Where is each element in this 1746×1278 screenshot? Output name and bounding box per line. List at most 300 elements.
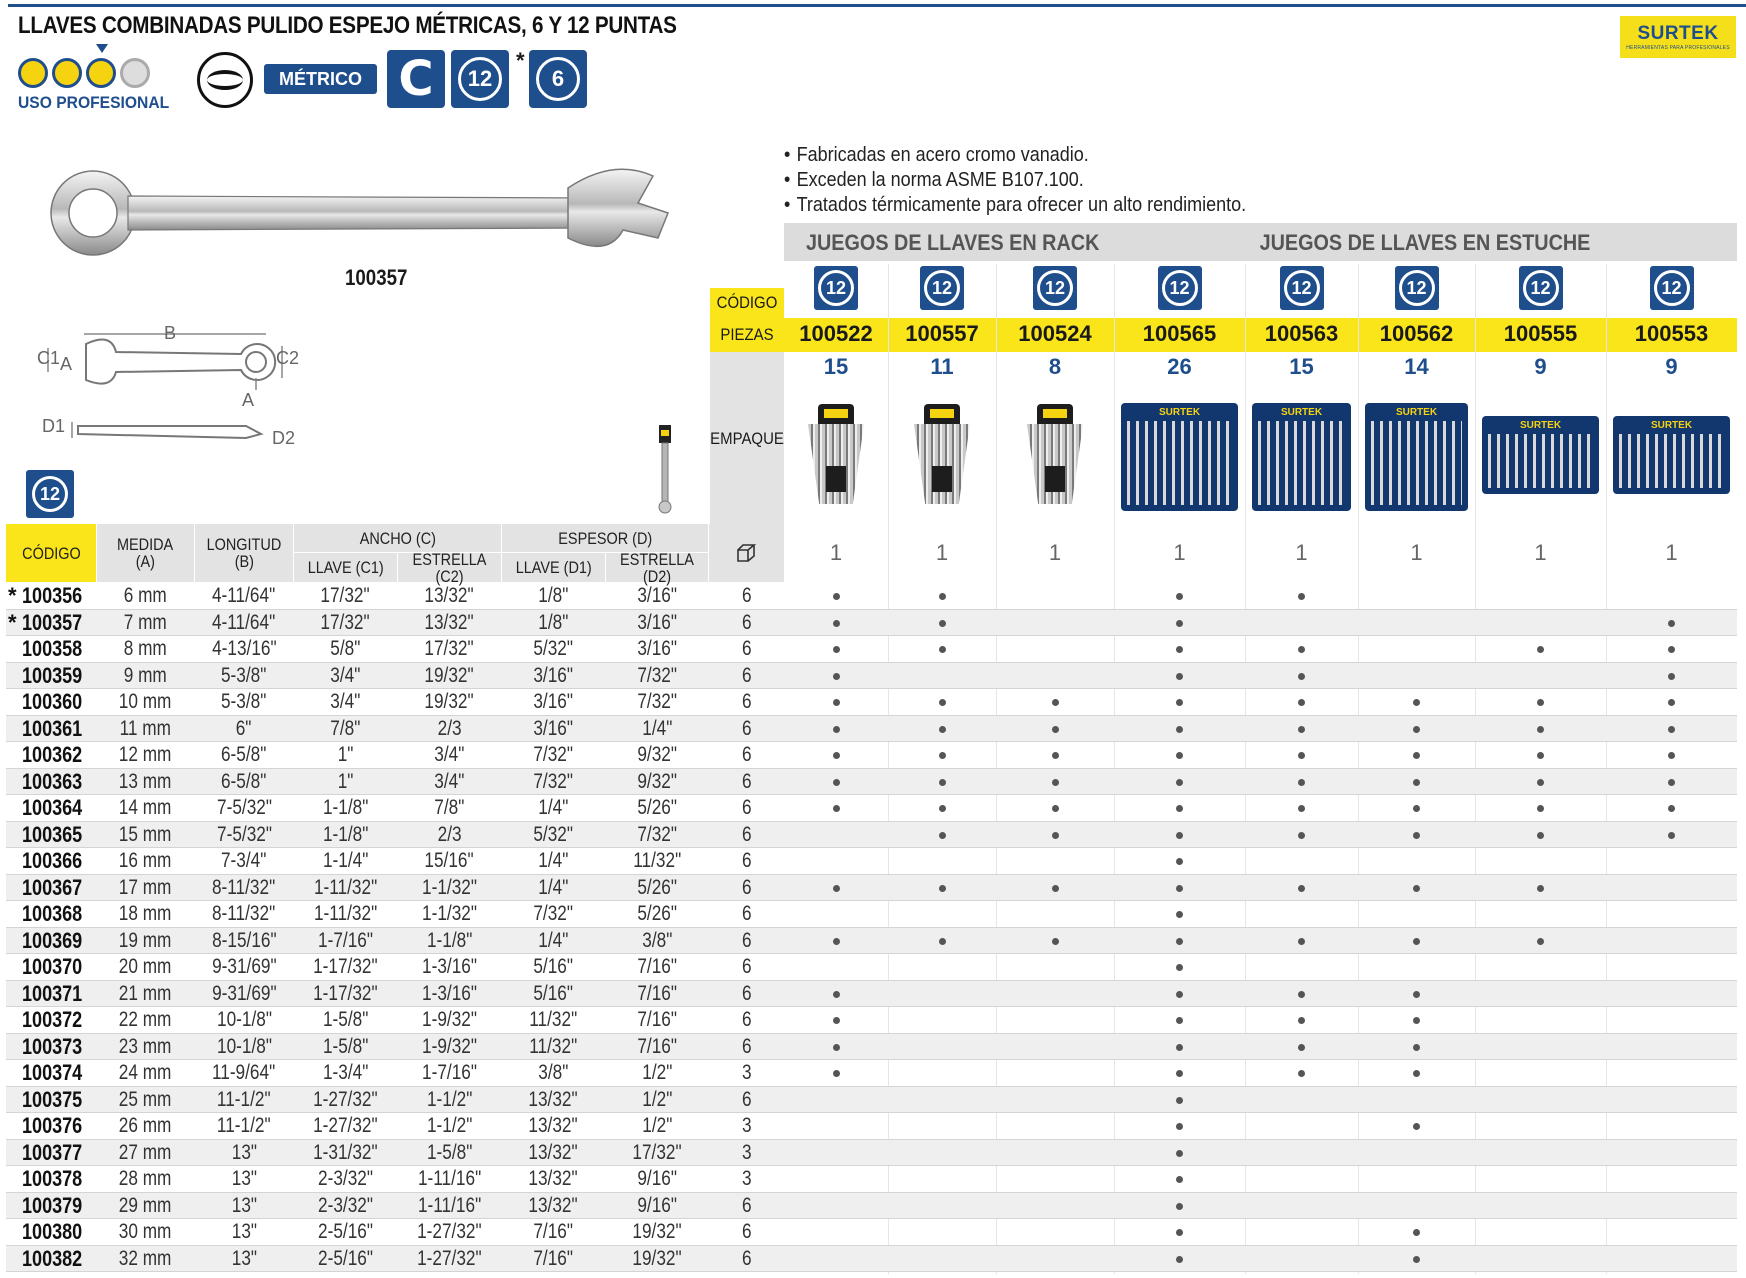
- set-inclusion-dot: [1537, 752, 1544, 759]
- row-star-mark: [8, 1166, 20, 1192]
- row-size: 14 mm: [119, 796, 172, 819]
- row-c1: 1-5/8": [322, 1034, 369, 1058]
- row-size: 9 mm: [123, 663, 168, 687]
- set-code: 100565: [1142, 321, 1217, 346]
- row-c2: 2/3: [437, 822, 462, 846]
- table-row: [6, 1166, 1737, 1193]
- row-d2: 9/32": [637, 743, 677, 766]
- set-inclusion-dot: [1052, 699, 1059, 706]
- row-c2: 1-1/32": [422, 875, 477, 899]
- row-d1: 7/32": [533, 743, 574, 766]
- set-package-qty: 1: [1665, 540, 1678, 565]
- pouch-brand: SURTEK: [1650, 420, 1693, 431]
- set-inclusion-dot: [1176, 1176, 1183, 1183]
- twelve-point-badge: [1158, 266, 1202, 310]
- row-c2: 1-11/16": [417, 1167, 482, 1190]
- row-size: 10 mm: [119, 690, 172, 713]
- set-code: 100557: [905, 321, 979, 346]
- row-c1: 1-1/8": [322, 796, 369, 819]
- set-inclusion-dot: [1298, 726, 1305, 733]
- row-code: 100358: [22, 636, 83, 661]
- set-inclusion-dot: [1176, 779, 1183, 786]
- row-d2: 5/26": [637, 875, 677, 899]
- set-inclusion-dot: [1298, 805, 1305, 812]
- set-inclusion-dot: [1176, 1044, 1183, 1051]
- table-row: [6, 875, 1737, 902]
- set-pieces: 15: [1289, 354, 1314, 379]
- row-length: 11-1/2": [217, 1114, 271, 1137]
- col-header-code: CÓDIGO: [6, 524, 96, 582]
- table-row: [6, 1193, 1737, 1220]
- row-qty: 6: [741, 637, 752, 660]
- table-row: [6, 716, 1737, 743]
- set-inclusion-dot: [1298, 1044, 1305, 1051]
- set-inclusion-dot: [1537, 938, 1544, 945]
- row-size: 12 mm: [119, 743, 172, 766]
- asterisk-mark: *: [516, 48, 525, 73]
- set-code: 100522: [799, 321, 873, 346]
- row-c2: 1-27/32": [417, 1246, 482, 1270]
- set-inclusion-dot: [939, 646, 946, 653]
- dim-label-b: B: [164, 323, 177, 343]
- pouch-brand: SURTEK: [1395, 407, 1438, 418]
- set-pieces: 15: [823, 354, 849, 379]
- row-star-mark: [8, 981, 20, 1007]
- row-c2: 19/32": [424, 663, 475, 687]
- set-inclusion-dot: [1537, 726, 1544, 733]
- row-qty: 6: [741, 822, 752, 846]
- row-code: 100367: [22, 874, 83, 900]
- row-code: 100375: [22, 1086, 83, 1112]
- set-inclusion-dot: [1298, 593, 1305, 600]
- row-star-mark: [8, 795, 20, 821]
- row-star-mark: [8, 875, 20, 901]
- row-d2: 9/16": [637, 1193, 677, 1217]
- row-star-mark: [8, 848, 20, 874]
- row-d2: 7/32": [637, 690, 677, 713]
- helmet-icon: [52, 58, 82, 88]
- row-length: 8-11/32": [212, 902, 276, 925]
- set-inclusion-dot: [1176, 699, 1183, 706]
- row-c2: 13/32": [424, 584, 475, 607]
- row-c1: 1-27/32": [313, 1114, 378, 1137]
- row-length: 13": [231, 1140, 257, 1164]
- row-length: 4-13/16": [211, 637, 277, 660]
- pouch-set-image: [1121, 403, 1238, 511]
- set-inclusion-dot: [1176, 673, 1183, 680]
- dim-label-a-bottom: A: [242, 390, 255, 410]
- row-c1: 1-31/32": [313, 1140, 378, 1164]
- set-inclusion-dot: [1298, 1070, 1305, 1077]
- set-badge-cell: [1358, 266, 1475, 310]
- row-size: 16 mm: [119, 849, 172, 872]
- row-c1: 1": [337, 743, 354, 766]
- set-package-qty: 1: [829, 540, 843, 565]
- row-qty: 6: [741, 1087, 752, 1111]
- set-inclusion-dot: [1413, 1070, 1420, 1077]
- set-inclusion-dot: [833, 593, 840, 600]
- table-row: [6, 1007, 1737, 1034]
- row-star-mark: [8, 663, 20, 689]
- row-d2: 7/16": [637, 1008, 677, 1031]
- row-d2: 17/32": [632, 1140, 682, 1164]
- set-pieces: 9: [1665, 354, 1678, 379]
- set-inclusion-dot: [1176, 1070, 1183, 1077]
- row-c2: 1-9/32": [422, 1008, 477, 1031]
- usage-level-marker-icon: [96, 44, 108, 53]
- row-d2: 3/16": [637, 584, 677, 607]
- row-qty: 3: [741, 1061, 752, 1084]
- row-length: 13": [231, 1246, 257, 1270]
- made-in-mexico-seal-icon: [197, 52, 253, 108]
- row-size: 6 mm: [123, 584, 168, 607]
- twelve-point-icon: 12: [1162, 270, 1198, 306]
- dim-label-d2: D2: [272, 428, 296, 448]
- row-c1: 1-5/8": [322, 1008, 369, 1031]
- set-inclusion-dot: [1176, 752, 1183, 759]
- twelve-point-icon: 12: [458, 57, 502, 101]
- set-inclusion-dot: [1298, 938, 1305, 945]
- row-qty: 6: [741, 902, 752, 925]
- set-code: 100562: [1379, 321, 1454, 346]
- row-d1: 3/16": [533, 663, 574, 687]
- row-code: 100368: [22, 901, 83, 926]
- row-d1: 13/32": [528, 1087, 579, 1111]
- row-d1: 5/32": [533, 822, 574, 846]
- row-d2: 9/16": [637, 1167, 677, 1190]
- row-c2: 1-3/16": [422, 981, 477, 1005]
- row-star-mark: [8, 769, 20, 795]
- set-pieces-label: PIEZAS: [720, 325, 774, 344]
- row-size: 8 mm: [123, 637, 168, 660]
- table-row: [6, 742, 1737, 769]
- feature-item: • Tratados térmicamente para ofrecer un alto rendimiento.: [784, 194, 1247, 216]
- set-inclusion-dot: [1413, 752, 1420, 759]
- row-d1: 7/16": [533, 1246, 574, 1270]
- set-package-qty: 1: [1410, 540, 1423, 565]
- row-star-mark: *: [8, 583, 17, 608]
- row-d2: 9/32": [637, 769, 677, 793]
- set-inclusion-dot: [939, 832, 946, 839]
- row-d2: 3/16": [637, 637, 677, 660]
- row-size: 11 mm: [119, 716, 172, 740]
- row-c1: 17/32": [320, 584, 371, 607]
- row-size: 25 mm: [119, 1087, 172, 1111]
- row-qty: 6: [741, 716, 752, 740]
- row-star-mark: [8, 1034, 20, 1060]
- row-d2: 1/2": [641, 1087, 673, 1111]
- table-row: [6, 928, 1737, 955]
- row-qty: 6: [741, 849, 752, 872]
- row-length: 5-3/8": [221, 690, 267, 713]
- table-row: [6, 1140, 1737, 1167]
- row-qty: 6: [741, 1034, 752, 1058]
- row-c1: 1-1/4": [322, 849, 369, 872]
- set-inclusion-dot: [833, 885, 840, 892]
- row-star-mark: [8, 928, 20, 954]
- row-d2: 5/26": [637, 902, 677, 925]
- row-code: 100379: [22, 1192, 83, 1218]
- set-inclusion-dot: [833, 938, 840, 945]
- twelve-point-badge: [1033, 266, 1077, 310]
- set-inclusion-dot: [1413, 726, 1420, 733]
- set-packaging-label: EMPAQUE: [710, 429, 784, 448]
- row-code: 100365: [22, 821, 83, 847]
- pouch-set-image: [1613, 416, 1730, 494]
- col-header-size: MEDIDA (A): [97, 524, 194, 582]
- col-header-width: ANCHO (C): [294, 524, 501, 552]
- surtek-logo: [1620, 16, 1736, 58]
- set-inclusion-dot: [1176, 646, 1183, 653]
- group-label-case: JUEGOS DE LLAVES EN ESTUCHE: [1259, 230, 1591, 255]
- row-c1: 1-7/16": [318, 928, 373, 952]
- set-inclusion-dot: [833, 726, 840, 733]
- row-d2: 7/16": [637, 955, 677, 978]
- set-inclusion-dot: [1298, 1017, 1305, 1024]
- wrench-product-image: [48, 158, 688, 268]
- set-pieces: 9: [1534, 354, 1547, 379]
- row-length: 7-5/32": [216, 796, 272, 819]
- row-length: 10-1/8": [216, 1034, 272, 1058]
- set-badge-cell: [784, 266, 888, 310]
- row-size: 32 mm: [119, 1246, 172, 1270]
- row-length: 8-11/32": [212, 875, 276, 899]
- row-code: 100373: [22, 1033, 83, 1059]
- row-c2: 1-11/16": [417, 1193, 482, 1217]
- set-inclusion-dot: [1176, 805, 1183, 812]
- set-inclusion-dot: [939, 620, 946, 627]
- row-size: 17 mm: [119, 875, 172, 899]
- set-inclusion-dot: [1176, 885, 1183, 892]
- set-inclusion-dot: [1413, 1044, 1420, 1051]
- col-header-thickness: ESPESOR (D): [502, 524, 708, 552]
- row-d1: 1/4": [538, 796, 569, 819]
- col-header-qty: [709, 524, 784, 582]
- row-size: 28 mm: [119, 1167, 172, 1190]
- row-length: 9-31/69": [211, 981, 277, 1005]
- table-row: [6, 1087, 1737, 1114]
- set-inclusion-dot: [1298, 885, 1305, 892]
- row-d1: 11/32": [529, 1034, 578, 1058]
- table-row: [6, 981, 1737, 1008]
- set-badge-cell: [888, 266, 996, 310]
- set-inclusion-dot: [1176, 1123, 1183, 1130]
- row-code: 100357: [22, 609, 83, 635]
- twelve-point-badge: [451, 50, 509, 108]
- set-inclusion-dot: [833, 699, 840, 706]
- pouch-set-image: [1365, 403, 1468, 511]
- row-length: 6": [236, 716, 252, 740]
- row-c1: 17/32": [320, 610, 371, 634]
- set-inclusion-dot: [939, 726, 946, 733]
- row-code: 100361: [22, 715, 83, 741]
- row-c2: 2/3: [437, 716, 462, 740]
- row-qty: 6: [741, 1193, 752, 1217]
- row-length: 10-1/8": [216, 1008, 272, 1031]
- row-c2: 1-3/16": [422, 955, 477, 978]
- twelve-point-icon: 12: [1523, 270, 1559, 306]
- row-code: 100369: [22, 927, 83, 953]
- set-inclusion-dot: [1176, 1203, 1183, 1210]
- usage-level-helmets: [18, 58, 150, 88]
- row-d2: 19/32": [632, 1246, 682, 1270]
- pouch-brand: SURTEK: [1158, 407, 1201, 418]
- row-d2: 7/32": [637, 663, 677, 687]
- set-inclusion-dot: [1668, 699, 1675, 706]
- set-package-qty: 1: [1173, 540, 1186, 565]
- row-code: 100371: [22, 980, 83, 1006]
- set-package-qty: 1: [1534, 540, 1547, 565]
- row-length: 5-3/8": [221, 663, 267, 687]
- row-d1: 1/8": [538, 584, 569, 607]
- group-label-rack: JUEGOS DE LLAVES EN RACK: [806, 230, 1100, 255]
- row-qty: 6: [741, 981, 752, 1005]
- set-inclusion-dot: [1176, 593, 1183, 600]
- row-qty: 6: [741, 584, 752, 607]
- row-d1: 1/4": [538, 875, 569, 899]
- set-inclusion-dot: [1537, 779, 1544, 786]
- row-size: 26 mm: [119, 1114, 172, 1137]
- set-inclusion-dot: [1298, 646, 1305, 653]
- row-star-mark: [8, 1007, 20, 1033]
- row-d1: 1/8": [538, 610, 569, 634]
- table-row: [6, 1219, 1737, 1246]
- row-star-mark: *: [8, 609, 17, 635]
- row-c2: 15/16": [424, 849, 475, 872]
- table-row: [6, 1113, 1737, 1140]
- row-d1: 7/32": [533, 769, 574, 793]
- row-code: 100366: [22, 848, 83, 873]
- set-inclusion-dot: [1176, 991, 1183, 998]
- row-c2: 1-1/2": [426, 1087, 473, 1111]
- set-inclusion-dot: [1668, 805, 1675, 812]
- twelve-point-icon: 12: [32, 476, 68, 512]
- set-inclusion-dot: [1413, 991, 1420, 998]
- pouch-brand: SURTEK: [1280, 407, 1323, 418]
- row-length: 6-5/8": [221, 769, 267, 793]
- row-d2: 1/4": [641, 716, 673, 740]
- set-inclusion-dot: [1298, 752, 1305, 759]
- set-inclusion-dot: [1537, 805, 1544, 812]
- row-code: 100372: [22, 1007, 83, 1032]
- helmet-icon: [120, 58, 150, 88]
- set-inclusion-dot: [1537, 832, 1544, 839]
- table-row: [6, 689, 1737, 716]
- set-inclusion-dot: [1413, 1229, 1420, 1236]
- set-code: 100524: [1018, 321, 1092, 346]
- row-c1: 2-3/32": [318, 1167, 373, 1190]
- row-d2: 5/26": [637, 796, 677, 819]
- row-code: 100377: [22, 1139, 83, 1165]
- set-inclusion-dot: [833, 620, 840, 627]
- row-c2: 13/32": [424, 610, 475, 634]
- set-inclusion-dot: [1668, 752, 1675, 759]
- set-inclusion-dot: [939, 805, 946, 812]
- set-inclusion-dot: [1413, 1123, 1420, 1130]
- row-code: 100376: [22, 1113, 83, 1138]
- set-inclusion-dot: [1413, 885, 1420, 892]
- row-star-mark: [8, 901, 20, 927]
- set-package-qty: 1: [1295, 540, 1308, 565]
- set-inclusion-dot: [1052, 752, 1059, 759]
- row-d1: 1/4": [538, 849, 569, 872]
- feature-item: • Fabricadas en acero cromo vanadio.: [784, 144, 1089, 166]
- set-code: 100555: [1503, 321, 1578, 346]
- six-point-icon: 6: [536, 57, 580, 101]
- set-inclusion-dot: [1052, 938, 1059, 945]
- set-inclusion-dot: [939, 699, 946, 706]
- col-header-thick-box: ESTRELLA (D2): [606, 553, 708, 582]
- row-qty: 6: [741, 743, 752, 766]
- row-c2: 19/32": [424, 690, 475, 713]
- row-d2: 1/2": [641, 1114, 673, 1137]
- twelve-point-badge: [1650, 266, 1694, 310]
- set-inclusion-dot: [1668, 832, 1675, 839]
- pouch-set-image: [1482, 416, 1599, 494]
- set-inclusion-dot: [939, 593, 946, 600]
- row-c2: 1-1/2": [426, 1114, 473, 1137]
- dim-label-a-left: A: [60, 354, 73, 374]
- table-row: [6, 769, 1737, 796]
- table-row: [6, 822, 1737, 849]
- set-inclusion-dot: [1052, 805, 1059, 812]
- row-code: 100356: [22, 583, 83, 608]
- row-c1: 1-27/32": [313, 1087, 378, 1111]
- twelve-point-badge: [814, 266, 858, 310]
- set-inclusion-dot: [1298, 832, 1305, 839]
- product-code-label: 100357: [345, 265, 408, 290]
- rack-set-image: [902, 404, 982, 504]
- row-length: 4-11/64": [212, 610, 276, 634]
- set-code: 100563: [1264, 321, 1339, 346]
- col-header-length: LONGITUD (B): [195, 524, 293, 582]
- row-size: 20 mm: [119, 955, 172, 978]
- twelve-point-icon: 12: [924, 270, 960, 306]
- box-icon: [736, 543, 758, 563]
- twelve-point-icon: 12: [818, 270, 854, 306]
- row-code: 100382: [22, 1245, 83, 1271]
- twelve-point-badge: [920, 266, 964, 310]
- row-c2: 1-1/8": [426, 928, 473, 952]
- set-inclusion-dot: [1176, 620, 1183, 627]
- set-inclusion-dot: [1413, 1017, 1420, 1024]
- table-row: [6, 583, 1737, 610]
- set-inclusion-dot: [1668, 779, 1675, 786]
- rack-set-image: [1015, 404, 1095, 504]
- set-pieces: 14: [1404, 354, 1429, 379]
- set-inclusion-dot: [1668, 646, 1675, 653]
- set-inclusion-dot: [1176, 1017, 1183, 1024]
- twelve-point-badge: [1280, 266, 1324, 310]
- row-size: 7 mm: [123, 610, 168, 634]
- row-c2: 3/4": [434, 769, 465, 793]
- set-inclusion-dot: [1413, 805, 1420, 812]
- set-inclusion-dot: [833, 1017, 840, 1024]
- set-inclusion-dot: [939, 752, 946, 759]
- set-badge-cell: [1475, 266, 1606, 310]
- set-inclusion-dot: [1413, 938, 1420, 945]
- row-size: 24 mm: [119, 1061, 172, 1084]
- row-d1: 5/16": [533, 955, 574, 978]
- row-c2: 1-27/32": [417, 1220, 482, 1243]
- set-inclusion-dot: [1298, 779, 1305, 786]
- top-rule: [8, 4, 1746, 7]
- row-c1: 1-17/32": [313, 955, 378, 978]
- row-code: 100370: [22, 954, 83, 979]
- row-length: 7-3/4": [221, 849, 267, 872]
- set-inclusion-dot: [1176, 726, 1183, 733]
- row-d1: 5/32": [533, 637, 574, 660]
